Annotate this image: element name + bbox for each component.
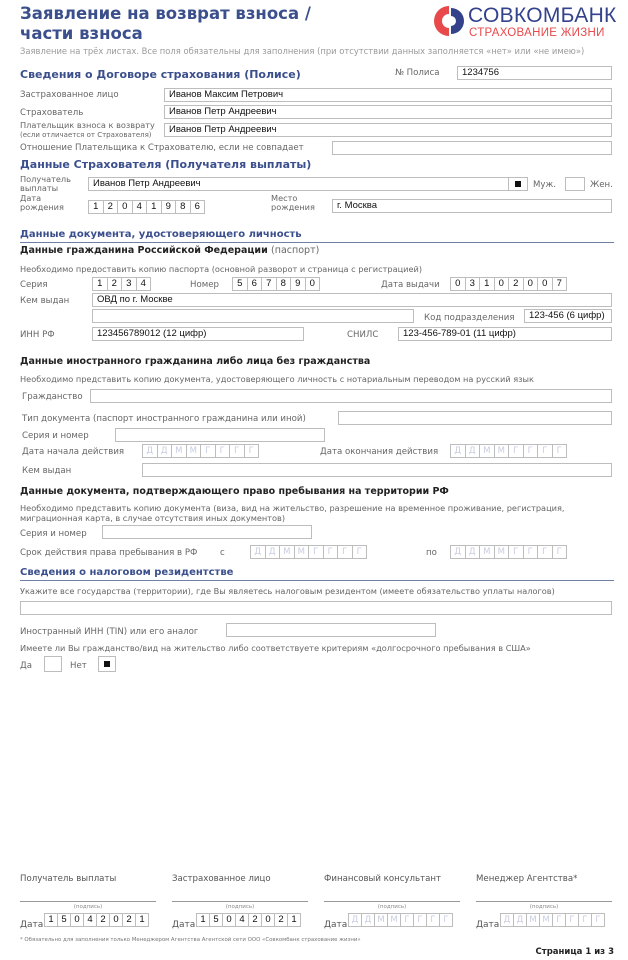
yes-label: Да xyxy=(20,661,32,671)
female-label: Жен. xyxy=(590,180,613,190)
signature-date-cells[interactable] xyxy=(44,913,148,927)
signature-line[interactable] xyxy=(476,901,612,902)
date-placeholder-cell[interactable]: Г xyxy=(413,913,427,927)
date-placeholder-cell[interactable]: Д xyxy=(450,545,466,559)
digit-cell[interactable]: 8 xyxy=(276,277,292,291)
section-id-doc-title: Данные документа, удостоверяющего личность xyxy=(20,229,302,240)
date-placeholder-cell[interactable]: Г xyxy=(439,913,453,927)
issue-date-cells[interactable] xyxy=(450,277,566,291)
digit-cell[interactable]: 4 xyxy=(83,913,97,927)
digit-cell[interactable]: 6 xyxy=(190,200,206,214)
policy-number-field[interactable]: 1234756 xyxy=(457,66,612,80)
signature-line[interactable] xyxy=(20,901,156,902)
date-placeholder-cell[interactable]: Г xyxy=(215,444,231,458)
yes-checkbox[interactable] xyxy=(44,656,62,672)
number-label: Номер xyxy=(190,280,219,290)
digit-cell[interactable]: 2 xyxy=(122,913,136,927)
date-placeholder-cell[interactable]: Г xyxy=(508,444,524,458)
male-label: Муж. xyxy=(533,180,556,190)
inn-label: ИНН РФ xyxy=(20,330,55,340)
stay-from-cells[interactable] xyxy=(250,545,366,559)
policyholder-field[interactable]: Иванов Петр Андреевич xyxy=(164,105,612,119)
payer-field[interactable]: Иванов Петр Андреевич xyxy=(164,123,612,137)
citizenship-label: Гражданство xyxy=(22,392,83,402)
date-placeholder-cell[interactable]: М xyxy=(479,444,495,458)
signature-caption: (подпись) xyxy=(377,904,407,910)
foreign-note: Необходимо представить копию документа, удостоверяющего личность с нотариальным переводом на русский язык xyxy=(20,374,534,384)
digit-cell[interactable]: 3 xyxy=(465,277,481,291)
issued-by-field-2[interactable] xyxy=(92,309,414,323)
digit-cell[interactable]: 1 xyxy=(146,200,162,214)
digit-cell[interactable]: 2 xyxy=(248,913,262,927)
date-placeholder-cell[interactable]: М xyxy=(279,545,295,559)
digit-cell[interactable]: 0 xyxy=(261,913,275,927)
signatory-label: Финансовый консультант xyxy=(324,874,441,884)
rf-citizen-title xyxy=(20,245,319,256)
rf-note: Необходимо предоставить копию паспорта (основной разворот и страница с регистрацией) xyxy=(20,264,423,274)
date-placeholder-cell[interactable]: Г xyxy=(337,545,353,559)
date-placeholder-cell[interactable]: Д xyxy=(265,545,281,559)
issue-date-label: Дата выдачи xyxy=(381,280,440,290)
female-checkbox[interactable] xyxy=(565,177,585,191)
signature-date-label: Дата xyxy=(324,920,348,930)
foreign-series-field[interactable] xyxy=(115,428,325,442)
date-placeholder-cell[interactable]: Д xyxy=(465,545,481,559)
rf-title-text: Данные гражданина Российской Федерации xyxy=(20,245,268,256)
date-placeholder-cell[interactable]: М xyxy=(494,545,510,559)
stay-period-label: Срок действия права пребывания в РФ xyxy=(20,548,198,558)
digit-cell[interactable]: 2 xyxy=(508,277,524,291)
tax-countries-field[interactable] xyxy=(20,601,612,615)
payer-label: Плательщик взноса к возврату xyxy=(20,120,155,130)
date-placeholder-cell[interactable]: М xyxy=(171,444,187,458)
digit-cell[interactable]: 1 xyxy=(88,200,104,214)
birthplace-label-2: рождения xyxy=(271,202,315,212)
birth-date-label xyxy=(20,194,64,212)
digit-cell[interactable]: 0 xyxy=(222,913,236,927)
digit-cell[interactable]: 1 xyxy=(135,913,149,927)
digit-cell[interactable]: 1 xyxy=(479,277,495,291)
recipient-label-1: Получатель xyxy=(20,174,71,184)
date-placeholder-cell[interactable]: Д xyxy=(450,444,466,458)
foreign-issued-by-label: Кем выдан xyxy=(22,466,72,476)
date-placeholder-cell[interactable]: Д xyxy=(465,444,481,458)
signature-caption: (подпись) xyxy=(225,904,255,910)
digit-cell[interactable]: 4 xyxy=(136,277,152,291)
date-placeholder-cell[interactable]: Г xyxy=(578,913,592,927)
digit-cell[interactable]: 1 xyxy=(287,913,301,927)
recipient-label xyxy=(20,175,71,193)
dept-code-label: Код подразделения xyxy=(424,313,515,323)
digit-cell[interactable]: 8 xyxy=(175,200,191,214)
digit-cell[interactable]: 9 xyxy=(161,200,177,214)
date-placeholder-cell[interactable]: Д xyxy=(142,444,158,458)
citizenship-field[interactable] xyxy=(90,389,612,403)
digit-cell[interactable]: 1 xyxy=(92,277,108,291)
digit-cell[interactable]: 9 xyxy=(290,277,306,291)
issued-by-field[interactable]: ОВД по г. Москве xyxy=(92,293,612,307)
date-placeholder-cell[interactable]: Г xyxy=(229,444,245,458)
digit-cell[interactable]: 0 xyxy=(109,913,123,927)
date-placeholder-cell[interactable]: М xyxy=(526,913,540,927)
dept-code-field[interactable]: 123-456 (6 цифр) xyxy=(524,309,612,323)
date-placeholder-cell[interactable]: Д xyxy=(348,913,362,927)
tin-field[interactable] xyxy=(226,623,436,637)
signatory-label: Застрахованное лицо xyxy=(172,874,271,884)
residence-series-field[interactable] xyxy=(102,525,312,539)
title-line-1: Заявление на возврат взноса / xyxy=(20,4,311,23)
checked-mark-icon xyxy=(515,181,521,187)
digit-cell[interactable]: 7 xyxy=(552,277,568,291)
page-title xyxy=(20,4,320,44)
us-question: Имеете ли Вы гражданство/вид на жительство либо соответствуете критериям «долгосрочного пребывания в США» xyxy=(20,643,531,653)
birthplace-label xyxy=(271,194,315,212)
logo-mark-icon xyxy=(432,4,466,38)
digit-cell[interactable]: 0 xyxy=(523,277,539,291)
date-placeholder-cell[interactable]: М xyxy=(294,545,310,559)
form-subtitle: Заявление на трёх листах. Все поля обязательны для заполнения (при отсутствии данных заполняется «нет» или «не имею») xyxy=(20,46,585,56)
relation-field[interactable] xyxy=(332,141,612,155)
policyholder-label: Страхователь xyxy=(20,108,84,118)
digit-cell[interactable]: 2 xyxy=(103,200,119,214)
date-placeholder-cell[interactable]: Г xyxy=(323,545,339,559)
section-divider xyxy=(20,242,614,243)
date-placeholder-cell[interactable]: М xyxy=(494,444,510,458)
section-divider xyxy=(20,580,614,581)
birthplace-field[interactable]: г. Москва xyxy=(332,199,612,213)
date-placeholder-cell[interactable]: Г xyxy=(426,913,440,927)
signature-line[interactable] xyxy=(172,901,308,902)
doc-type-field[interactable] xyxy=(338,411,612,425)
signature-date-cells[interactable] xyxy=(196,913,300,927)
checked-mark-icon xyxy=(104,661,110,667)
signature-caption: (подпись) xyxy=(73,904,103,910)
series-cells[interactable] xyxy=(92,277,150,291)
digit-cell[interactable]: 0 xyxy=(117,200,133,214)
foreign-issued-by-field[interactable] xyxy=(142,463,612,477)
date-placeholder-cell[interactable]: Г xyxy=(244,444,260,458)
snils-label: СНИЛС xyxy=(347,330,379,340)
signatory-label: Менеджер Агентства* xyxy=(476,874,578,884)
date-placeholder-cell[interactable]: Г xyxy=(523,444,539,458)
tax-countries-label: Укажите все государства (территории), где Вы являетесь налоговым резидентом (имеете обязательство уплаты налогов) xyxy=(20,586,555,596)
birth-label-2: рождения xyxy=(20,202,64,212)
digit-cell[interactable]: 5 xyxy=(57,913,71,927)
signatory-label: Получатель выплаты xyxy=(20,874,117,884)
signature-caption: (подпись) xyxy=(529,904,559,910)
stay-to-cells[interactable] xyxy=(450,545,566,559)
date-placeholder-cell[interactable]: Г xyxy=(352,545,368,559)
date-placeholder-cell[interactable]: М xyxy=(479,545,495,559)
residence-note-2: миграционная карта, в случае отсутствия иных документов) xyxy=(20,513,286,523)
signature-date-cells[interactable] xyxy=(348,913,452,927)
date-placeholder-cell[interactable]: Д xyxy=(361,913,375,927)
signature-date-label: Дата xyxy=(476,920,500,930)
date-placeholder-cell[interactable]: Г xyxy=(508,545,524,559)
digit-cell[interactable]: 4 xyxy=(132,200,148,214)
rf-title-note: (паспорт) xyxy=(271,245,320,256)
signature-date-cells[interactable] xyxy=(500,913,604,927)
tin-label: Иностранный ИНН (TIN) или его аналог xyxy=(20,627,199,637)
digit-cell[interactable]: 0 xyxy=(70,913,84,927)
logo-main-text: СОВКОМБАНК xyxy=(468,4,617,27)
payer-label-note: (если отличается от Страхователя) xyxy=(20,131,152,139)
no-label: Нет xyxy=(70,661,87,671)
digit-cell[interactable]: 0 xyxy=(450,277,466,291)
page-number: Страница 1 из 3 xyxy=(535,947,614,957)
issued-by-label: Кем выдан xyxy=(20,296,70,306)
snils-field[interactable]: 123-456-789-01 (11 цифр) xyxy=(398,327,612,341)
inn-field[interactable]: 123456789012 (12 цифр) xyxy=(92,327,304,341)
relation-label: Отношение Плательщика к Страхователю, если не совпадает xyxy=(20,143,304,153)
date-placeholder-cell[interactable]: Г xyxy=(552,545,568,559)
signature-line[interactable] xyxy=(324,901,460,902)
digit-cell[interactable]: 2 xyxy=(274,913,288,927)
section-policy-title: Сведения о Договоре страхования (Полисе) xyxy=(20,68,301,81)
date-placeholder-cell[interactable]: М xyxy=(186,444,202,458)
birth-label-1: Дата xyxy=(20,193,42,203)
end-date-label: Дата окончания действия xyxy=(320,447,439,457)
birth-date-cells[interactable] xyxy=(88,200,204,214)
section-tax-title: Сведения о налоговом резидентстве xyxy=(20,567,234,578)
start-date-label: Дата начала действия xyxy=(22,447,125,457)
birthplace-label-1: Место xyxy=(271,193,298,203)
digit-cell[interactable]: 0 xyxy=(305,277,321,291)
sovcombank-logo xyxy=(432,4,622,38)
digit-cell[interactable]: 5 xyxy=(209,913,223,927)
signature-date-label: Дата xyxy=(172,920,196,930)
date-placeholder-cell[interactable]: Д xyxy=(250,545,266,559)
section-holder-title: Данные Страхователя (Получателя выплаты) xyxy=(20,158,312,171)
start-date-cells[interactable] xyxy=(142,444,258,458)
date-placeholder-cell[interactable]: Г xyxy=(591,913,605,927)
series-label: Серия xyxy=(20,280,48,290)
date-placeholder-cell[interactable]: М xyxy=(539,913,553,927)
digit-cell[interactable]: 0 xyxy=(537,277,553,291)
no-checkbox[interactable] xyxy=(98,656,116,672)
date-placeholder-cell[interactable]: Д xyxy=(157,444,173,458)
number-cells[interactable] xyxy=(232,277,319,291)
signature-date-label: Дата xyxy=(20,920,44,930)
date-placeholder-cell[interactable]: Г xyxy=(552,444,568,458)
recipient-field[interactable]: Иванов Петр Андреевич xyxy=(88,177,510,191)
stay-to-label: по xyxy=(426,548,437,558)
digit-cell[interactable]: 0 xyxy=(494,277,510,291)
digit-cell[interactable]: 1 xyxy=(196,913,210,927)
date-placeholder-cell[interactable]: М xyxy=(374,913,388,927)
date-placeholder-cell[interactable]: Г xyxy=(537,545,553,559)
digit-cell[interactable]: 3 xyxy=(121,277,137,291)
date-placeholder-cell[interactable]: Г xyxy=(308,545,324,559)
residence-series-label: Серия и номер xyxy=(20,529,87,539)
digit-cell[interactable]: 2 xyxy=(107,277,123,291)
policy-number-label: № Полиса xyxy=(395,68,440,78)
digit-cell[interactable]: 4 xyxy=(235,913,249,927)
date-placeholder-cell[interactable]: Г xyxy=(537,444,553,458)
foreign-title: Данные иностранного гражданина либо лица без гражданства xyxy=(20,356,371,367)
title-line-2: части взноса xyxy=(20,24,143,43)
date-placeholder-cell[interactable]: Г xyxy=(523,545,539,559)
date-placeholder-cell[interactable]: Г xyxy=(565,913,579,927)
foreign-series-label: Серия и номер xyxy=(22,431,89,441)
insured-field[interactable]: Иванов Максим Петрович xyxy=(164,88,612,102)
date-placeholder-cell[interactable]: Д xyxy=(513,913,527,927)
footnote: * Обязательно для заполнения только Менеджером Агентства Агентской сети ООО «Совкомбанк страхование жизни» xyxy=(20,937,361,943)
residence-title: Данные документа, подтверждающего право пребывания на территории РФ xyxy=(20,486,449,497)
digit-cell[interactable]: 6 xyxy=(247,277,263,291)
end-date-cells[interactable] xyxy=(450,444,566,458)
date-placeholder-cell[interactable]: Д xyxy=(500,913,514,927)
date-placeholder-cell[interactable]: Г xyxy=(200,444,216,458)
digit-cell[interactable]: 7 xyxy=(261,277,277,291)
digit-cell[interactable]: 2 xyxy=(96,913,110,927)
stay-from-label: с xyxy=(220,548,225,558)
recipient-label-2: выплаты xyxy=(20,183,59,193)
date-placeholder-cell[interactable]: Г xyxy=(552,913,566,927)
digit-cell[interactable]: 1 xyxy=(44,913,58,927)
doc-type-label: Тип документа (паспорт иностранного гражданина или иной) xyxy=(22,414,306,424)
date-placeholder-cell[interactable]: М xyxy=(387,913,401,927)
male-checkbox[interactable] xyxy=(508,177,528,191)
insured-label: Застрахованное лицо xyxy=(20,90,119,100)
date-placeholder-cell[interactable]: Г xyxy=(400,913,414,927)
logo-sub-text: СТРАХОВАНИЕ ЖИЗНИ xyxy=(469,27,605,39)
digit-cell[interactable]: 5 xyxy=(232,277,248,291)
residence-note-1: Необходимо представить копию документа (виза, вид на жительство, разрешение на временное проживание, регистрация, xyxy=(20,503,565,513)
